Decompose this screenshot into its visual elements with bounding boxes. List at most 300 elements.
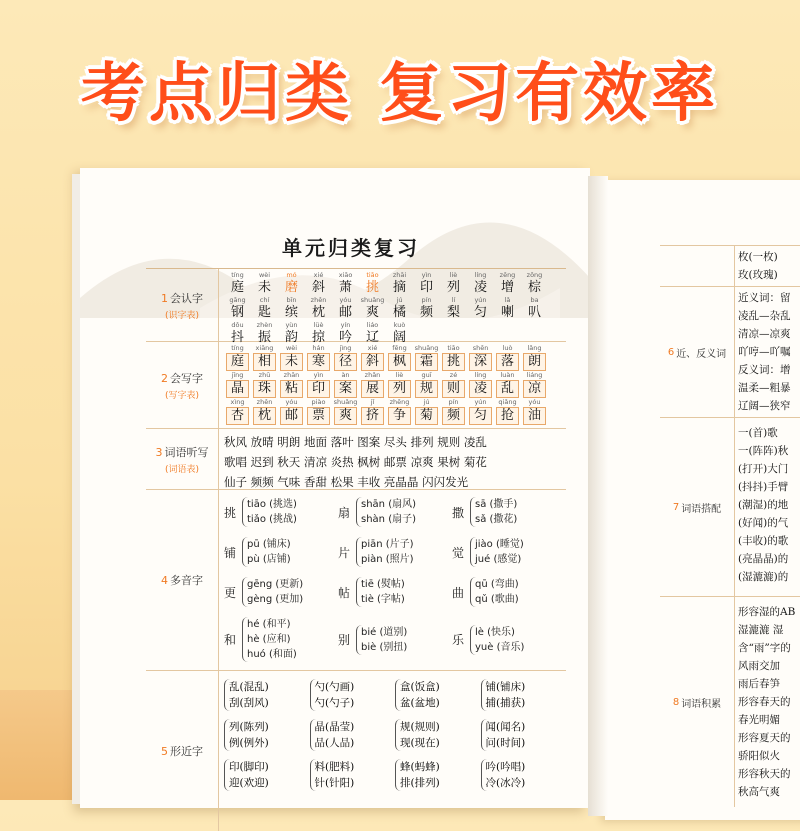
- pinyin: jǐ: [370, 398, 375, 406]
- pinyin: tíng: [231, 271, 244, 279]
- char-cell: [224, 271, 251, 296]
- synonym-lines: [738, 287, 800, 415]
- word-line: (好闻)的气: [738, 517, 789, 529]
- hanzi: 油: [523, 407, 546, 425]
- reading-list: [356, 497, 416, 527]
- similar-word: 列(陈列): [229, 721, 269, 733]
- reading-list: [470, 537, 524, 567]
- section-name: 词语积累: [681, 698, 722, 710]
- reading-item: tiē (熨帖): [361, 579, 405, 590]
- section-name: 多音字: [170, 574, 203, 587]
- pinyin: yún: [474, 296, 487, 304]
- char-cell: [413, 271, 440, 296]
- hanzi: 印: [307, 380, 330, 398]
- pinyin: zhēng: [389, 398, 410, 406]
- section-label: [660, 287, 735, 417]
- hanzi: 喇: [500, 305, 514, 320]
- word-line: 含“雨”字的: [738, 642, 791, 654]
- hanzi: 列: [446, 280, 460, 295]
- similar-word: 现(现在): [400, 737, 440, 749]
- hanzi: 抖: [230, 330, 244, 345]
- pinyin: wèi: [285, 344, 298, 352]
- char-cell: [224, 371, 251, 398]
- char-cell: [305, 271, 332, 296]
- hanzi: 枫: [388, 353, 411, 371]
- reading-item: pù (店铺): [247, 554, 291, 565]
- promo-headline: 考点归类 复习有效率: [80, 57, 720, 131]
- char-cell: [386, 398, 413, 425]
- polyphone-group: [452, 577, 566, 607]
- section-number: 4: [161, 574, 168, 587]
- char-cell: [251, 398, 278, 425]
- reading-item: bié (道别): [361, 626, 408, 638]
- pinyin: wèi: [258, 271, 271, 279]
- reading-item: biè (别扭): [361, 641, 408, 653]
- pinyin: lǎng: [527, 344, 542, 352]
- word-line: 湿漉漉 湿: [738, 624, 784, 636]
- section-label: [660, 418, 735, 596]
- char-cell: [467, 371, 494, 398]
- pinyin: zé: [449, 371, 458, 379]
- pinyin: shuǎng: [333, 398, 358, 406]
- hanzi: 凌: [473, 280, 487, 295]
- pinyin: jú: [423, 398, 430, 406]
- pinyin: shēn: [472, 344, 489, 352]
- polyphone-char: 片: [338, 545, 351, 560]
- pinyin: luàn: [500, 371, 515, 379]
- reading-list: [356, 625, 407, 655]
- hanzi: 杏: [226, 407, 249, 425]
- pinyin: luò: [502, 344, 513, 352]
- section-label: [146, 671, 219, 831]
- reading-item: hé (和平): [247, 619, 291, 630]
- char-cell: [224, 398, 251, 425]
- char-cell: [305, 344, 332, 371]
- pinyin: zhǎn: [364, 371, 381, 379]
- pinyin: xiāo: [338, 271, 353, 279]
- reading-item: yuè (音乐): [475, 641, 525, 653]
- char-cell: [413, 398, 440, 425]
- hanzi: 梨: [446, 305, 460, 320]
- word-line: (打开)大门: [738, 463, 789, 475]
- polyphone-char: 曲: [452, 585, 465, 600]
- char-cell: [359, 344, 386, 371]
- hanzi: 叭: [527, 305, 541, 320]
- vocab-line: 歌唱 迟到 秋天 清凉 炎热 枫树 邮票 凉爽 果树 菊花: [224, 455, 487, 469]
- reading-item: jiào (睡觉): [475, 539, 524, 550]
- reading-item: huó (和面): [247, 649, 297, 660]
- pinyin: yìn: [421, 271, 432, 279]
- char-cell: [440, 271, 467, 296]
- pinyin: zhān: [283, 371, 300, 379]
- word-line: 雨后春笋: [738, 678, 780, 690]
- similar-word: 规(规则): [400, 721, 440, 733]
- hanzi: 缤: [284, 305, 298, 320]
- word-line: 形容夏天的: [738, 732, 791, 744]
- reading-item: jué (感觉): [475, 554, 522, 565]
- polyphone-group: [338, 617, 452, 662]
- char-cell: [521, 398, 548, 425]
- char-cell: [332, 371, 359, 398]
- section-name: 会写字: [170, 371, 203, 385]
- polyphone-char: 挑: [224, 505, 237, 520]
- hanzi: 相: [253, 353, 276, 371]
- hanzi: 橘: [392, 305, 406, 320]
- pinyin: ba: [530, 296, 539, 304]
- char-cell: [467, 398, 494, 425]
- char-cell: [467, 344, 494, 371]
- word-line: 凌乱—杂乱: [738, 310, 791, 322]
- word-line: 秋高气爽: [738, 786, 780, 798]
- polyphone-group: [338, 577, 452, 607]
- char-cell: [359, 371, 386, 398]
- section-subtitle: 识字表: [168, 310, 196, 321]
- similar-group: [310, 719, 390, 751]
- char-cell: [494, 344, 521, 371]
- char-cell: [413, 296, 440, 321]
- polyphone-groups: [224, 490, 566, 669]
- hanzi: 落: [496, 353, 519, 371]
- similar-group: [395, 759, 475, 791]
- reading-list: [356, 537, 414, 567]
- hanzi: 霜: [415, 353, 438, 371]
- pinyin: zhāi: [392, 271, 407, 279]
- word-line: 骄阳似火: [738, 750, 780, 762]
- pinyin: liáo: [366, 321, 379, 329]
- char-cell: [521, 271, 548, 296]
- hanzi: 展: [361, 380, 384, 398]
- section-number: 7: [672, 501, 680, 513]
- word-line: 一(阵阵)秋: [738, 445, 789, 457]
- hanzi: 摘: [392, 280, 406, 295]
- word-line: 形容秋天的: [738, 768, 791, 780]
- hanzi: 辽: [365, 330, 379, 345]
- pinyin: mó: [286, 271, 297, 279]
- vocab-line: 仙子 频频 气味 香甜 松果 丰收 亮晶晶 闪闪发光: [224, 475, 469, 489]
- section-name: 形近字: [170, 745, 203, 758]
- dictation-words: [224, 429, 566, 495]
- pinyin: shuǎng: [360, 296, 385, 304]
- similar-word: 盆(盆地): [400, 697, 440, 709]
- reading-item: hè (应和): [247, 634, 291, 645]
- section-collocation: [660, 418, 800, 597]
- pinyin: zhū: [258, 371, 271, 379]
- hanzi: 萧: [338, 280, 352, 295]
- hanzi: 寒: [307, 353, 330, 371]
- polyphone-group: [224, 577, 338, 607]
- similar-group: [481, 719, 561, 751]
- char-cell: [251, 296, 278, 321]
- reading-list: [470, 625, 524, 655]
- hanzi: 票: [307, 407, 330, 425]
- char-cell: [305, 371, 332, 398]
- pinyin: yóu: [339, 296, 352, 304]
- char-cell: [386, 371, 413, 398]
- similar-word: 冷(冰冷): [485, 777, 526, 789]
- char-cell: [440, 296, 467, 321]
- hanzi: 未: [257, 280, 271, 295]
- collocation-lines: [738, 418, 800, 586]
- right-review-table: [660, 245, 800, 807]
- pinyin: shuāng: [414, 344, 439, 352]
- hanzi: 匀: [473, 305, 487, 320]
- similar-group: [224, 759, 304, 791]
- section-label: [146, 490, 219, 670]
- similar-word: 蜂(蚂蜂): [400, 761, 440, 773]
- pinyin: lüè: [313, 321, 324, 329]
- similar-word: 例(例外): [229, 737, 269, 749]
- section-number: 5: [161, 745, 168, 758]
- char-cell: [386, 344, 413, 371]
- hanzi: 爽: [334, 407, 357, 425]
- char-cell: [251, 271, 278, 296]
- reading-item: lè (快乐): [475, 626, 515, 638]
- pinyin: zēng: [499, 271, 516, 279]
- section-number: 8: [672, 696, 680, 708]
- char-cell: [413, 371, 440, 398]
- polyphone-char: 撒: [452, 505, 465, 520]
- similar-group: [395, 719, 475, 751]
- hanzi: 珠: [253, 380, 276, 398]
- reading-item: piān (片子): [361, 539, 414, 550]
- reading-list: [470, 577, 519, 607]
- char-cell: [278, 371, 305, 398]
- similar-word: 铺(铺床): [485, 681, 526, 693]
- reading-item: shān (扇风): [361, 499, 416, 510]
- char-cell: [305, 398, 332, 425]
- pinyin: yùn: [285, 321, 298, 329]
- polyphone-group: [224, 537, 338, 567]
- section-synonyms: [660, 287, 800, 418]
- pinyin: qiǎng: [498, 398, 517, 406]
- word-line: 温柔—粗暴: [738, 382, 791, 394]
- char-cell: [521, 296, 548, 321]
- hanzi: 规: [415, 380, 438, 398]
- pinyin: zōng: [526, 271, 543, 279]
- reading-item: qǔ (歌曲): [475, 594, 519, 605]
- char-cell: [278, 398, 305, 425]
- reading-item: tiāo (挑选): [247, 499, 297, 510]
- similar-group: [310, 759, 390, 791]
- hanzi: 庭: [226, 353, 249, 371]
- hanzi: 匙: [257, 305, 271, 320]
- pinyin: xiāng: [255, 344, 274, 352]
- review-table: [146, 268, 566, 831]
- char-cell: [494, 371, 521, 398]
- similar-group: [224, 679, 304, 711]
- similar-char-groups: [224, 671, 566, 799]
- polyphone-char: 别: [338, 633, 351, 647]
- pinyin: xié: [313, 271, 324, 279]
- pinyin: yóu: [528, 398, 541, 406]
- section-write: [146, 342, 566, 429]
- similar-word: 迎(欢迎): [229, 777, 269, 789]
- reading-list: [242, 617, 297, 662]
- word-line: 近义词：留: [738, 292, 791, 304]
- similar-word: 品(人品): [314, 737, 355, 749]
- similar-word: 捕(捕获): [485, 697, 526, 709]
- hanzi: 斜: [311, 280, 325, 295]
- hanzi: 菊: [415, 407, 438, 425]
- pinyin: zhěn: [256, 398, 273, 406]
- char-cell: [332, 271, 359, 296]
- hanzi: 径: [334, 353, 357, 371]
- char-cell: [359, 271, 386, 296]
- pinyin: fēng: [392, 344, 407, 352]
- hanzi: 掠: [311, 330, 325, 345]
- word-line: 春光明媚: [738, 714, 780, 726]
- similar-group: [481, 679, 561, 711]
- accumulation-lines: [738, 597, 800, 801]
- word-line: (湿漉漉)的: [738, 571, 789, 583]
- polyphone-group: [224, 617, 338, 662]
- reading-item: sǎ (撒花): [475, 514, 518, 525]
- hanzi: 枕: [253, 407, 276, 425]
- word-line: 吖哼—吖嘱: [738, 346, 791, 358]
- hanzi: 庭: [230, 280, 244, 295]
- reading-item: qū (弯曲): [475, 579, 519, 590]
- section-number: 3: [155, 445, 163, 459]
- pinyin: yóu: [285, 398, 298, 406]
- section-similar: [146, 671, 566, 831]
- section-polyphone: [146, 490, 566, 671]
- similar-word: 印(脚印): [229, 761, 269, 773]
- section-name: 近、反义词: [676, 348, 727, 360]
- char-cell: [305, 296, 332, 321]
- hanzi: 凉: [523, 380, 546, 398]
- similar-group: [224, 719, 304, 751]
- char-cell: [521, 371, 548, 398]
- polyphone-group: [224, 497, 338, 527]
- word-line: 辽阔—狭窄: [738, 400, 791, 412]
- hanzi: 粘: [280, 380, 303, 398]
- char-cell: [494, 296, 521, 321]
- pinyin: zhèn: [256, 321, 273, 329]
- pinyin: àn: [341, 371, 350, 379]
- char-cell: [332, 296, 359, 321]
- pinyin: guī: [421, 371, 432, 379]
- section-label: 3 词语听写 (词语表): [146, 429, 219, 489]
- pinyin: xié: [367, 344, 378, 352]
- word-line: (亮晶晶)的: [738, 553, 789, 565]
- reading-item: piàn (照片): [361, 554, 414, 565]
- pinyin: pín: [421, 296, 432, 304]
- polyphone-char: 乐: [452, 633, 465, 647]
- hanzi: 挑: [442, 353, 465, 371]
- section-accumulation: [660, 597, 800, 807]
- pinyin: líng: [474, 271, 487, 279]
- char-cell: [332, 398, 359, 425]
- word-line: 枚(一枚): [738, 251, 778, 263]
- pinyin: jīng: [231, 371, 244, 379]
- similar-word: 排(排列): [400, 777, 440, 789]
- char-cell: [413, 344, 440, 371]
- polyphone-char: 帖: [338, 585, 351, 600]
- char-cell: [224, 296, 251, 321]
- pinyin: lí: [451, 296, 456, 304]
- hanzi: 深: [469, 353, 492, 371]
- section-subtitle: 写字表: [168, 390, 196, 401]
- hanzi: 抢: [496, 407, 519, 425]
- hanzi: 增: [500, 280, 514, 295]
- hanzi: 吟: [338, 330, 352, 345]
- word-line: (丰收)的歌: [738, 535, 789, 547]
- word-line: 清凉—凉爽: [738, 328, 791, 340]
- section-subtitle: 词语表: [168, 464, 196, 475]
- reading-item: gèng (更加): [247, 594, 304, 605]
- section-label: [660, 246, 735, 286]
- hanzi: 挤: [361, 407, 384, 425]
- char-cell: [278, 271, 305, 296]
- similar-word: 料(肥料): [314, 761, 355, 773]
- word-line: 反义词：增: [738, 364, 791, 376]
- reading-list: [242, 497, 297, 527]
- word-line: (抖抖)手臂: [738, 481, 789, 493]
- hanzi: 枕: [311, 305, 325, 320]
- char-cell: [440, 344, 467, 371]
- hanzi: 匀: [469, 407, 492, 425]
- polyphone-char: 扇: [338, 505, 351, 520]
- hanzi: 挑: [365, 280, 379, 295]
- similar-word: 勺(勺子): [314, 697, 355, 709]
- reading-list: [242, 577, 303, 607]
- hanzi: 磨: [284, 280, 298, 295]
- pinyin: liè: [449, 271, 458, 279]
- polyphone-group: [338, 497, 452, 527]
- polyphone-char: 和: [224, 633, 237, 647]
- page-title: 单元归类复习: [282, 236, 420, 260]
- pinyin: pín: [448, 398, 459, 406]
- polyphone-char: 铺: [224, 545, 237, 560]
- similar-group: [481, 759, 561, 791]
- word-line: 玫(玫瑰): [738, 269, 778, 281]
- polyphone-group: [338, 537, 452, 567]
- hanzi: 朗: [523, 353, 546, 371]
- section-number: 1: [161, 291, 168, 305]
- word-line: 形容春天的: [738, 696, 791, 708]
- reading-item: sā (撒手): [475, 499, 518, 510]
- hanzi: 爽: [365, 305, 379, 320]
- pinyin: líng: [474, 371, 487, 379]
- section-number: 2: [161, 371, 168, 385]
- reading-list: [356, 577, 405, 607]
- polyphone-char: 更: [224, 585, 237, 600]
- vocab-line: 秋风 放晴 明朗 地面 落叶 图案 尽头 排列 规则 凌乱: [224, 435, 487, 449]
- char-cell: [467, 296, 494, 321]
- char-cell: [359, 398, 386, 425]
- pinyin: tiāo: [366, 271, 379, 279]
- hanzi: 阔: [392, 330, 406, 345]
- pinyin: liè: [395, 371, 404, 379]
- right-section-top: [660, 246, 800, 287]
- section-name: 会认字: [170, 291, 203, 305]
- hanzi: 则: [442, 380, 465, 398]
- reading-item: tiǎo (挑战): [247, 514, 297, 525]
- section-label: 2 会写字 (写字表): [146, 342, 219, 428]
- pinyin: chí: [259, 296, 270, 304]
- hanzi: 频: [419, 305, 433, 320]
- similar-word: 针(针阳): [314, 777, 355, 789]
- similar-word: 问(时间): [485, 737, 526, 749]
- hanzi: 钢: [230, 305, 244, 320]
- section-recognize: [146, 269, 566, 345]
- char-cell: [359, 296, 386, 321]
- char-cell: [494, 271, 521, 296]
- reading-item: tiè (字帖): [361, 594, 405, 605]
- similar-group: [310, 679, 390, 711]
- word-line: 形容湿的AB: [738, 606, 796, 618]
- hanzi: 争: [388, 407, 411, 425]
